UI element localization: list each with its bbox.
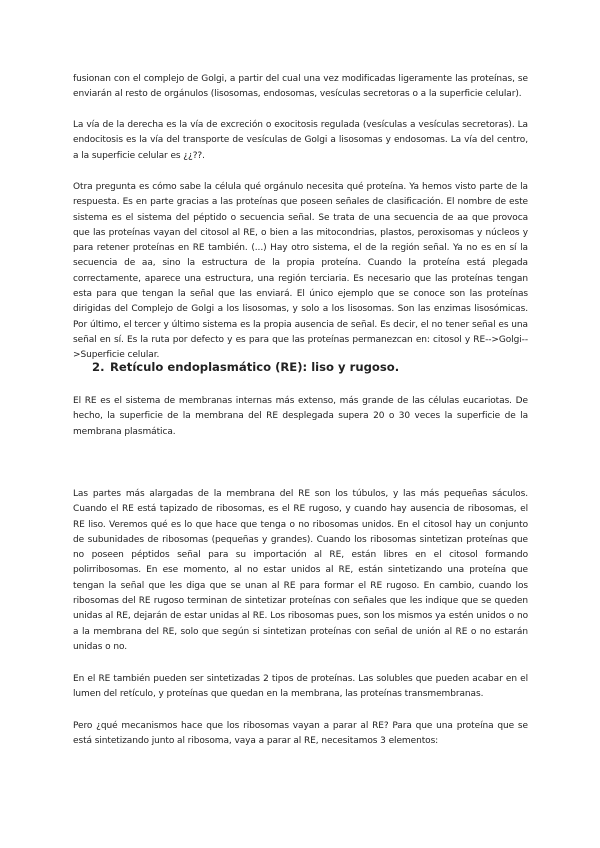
section-heading <box>92 360 399 374</box>
paragraph-signal-systems: Otra pregunta es cómo sabe la célula qué orgánulo necesita qué proteína. Ya hemos visto parte de la respuesta. Es en parte gracias a las proteínas que poseen señales de clasificación. El nombre de este sistema es el sistema del péptido o secuencia señal. Se trata de una secuencia de aa que provoca que las proteínas vayan del citosol al RE, o bien a las mitocondrias, plastos, peroxisomas y núcleos y para retener proteínas en RE también. (...) Hay otro sistema, el de la región señal. Ya no es en sí la secuencia de aa, sino la estructura de la propia proteína. Cuando la proteína está plegada correctamente, aparece una estructura, una región terciaria. Es necesario que las proteínas tengan esta para que tengan la señal que las enviará. El único ejemplo que se conoce son las proteínas dirigidas del Complejo de Golgi a los lisosomas, y solo a los lisosomas. Son las enzimas lisosómicas. Por último, el tercer y último sistema es la propia ausencia de señal. Es decir, el no tener señal es una señal en sí. Es la ruta por defecto y es para que las proteínas permanezcan en: citosol y RE-->Golgi-->Superficie celular. <box>73 182 528 361</box>
paragraph-re-structure: Las partes más alargadas de la membrana del RE son los túbulos, y las más pequeñas sáculos. Cuando el RE está tapizado de ribosomas, es el RE rugoso, y cuando hay ausencia de ribosomas, el RE liso. Veremos qué es lo que hace que tenga o no ribosomas unidos. En el citosol hay un conjunto de subunidades de ribosomas (pequeñas y grandes). Cuando los ribosomas sintetizan proteínas que no poseen péptidos señal para su importación al RE, están libres en el citosol formando polirribosomas. En ese momento, al no estar unidos al RE, están sintetizando una proteína que tengan la señal que les diga que se unan al RE para formar el RE rugoso. En cambio, cuando los ribosomas del RE rugoso terminan de sintetizar proteínas con señales que les indique que se queden unidas al RE, dejarán de estar unidas al RE. Los ribosomas pues, son los mismos ya estén unidos o no a la membrana del RE, solo que según si sintetizan proteínas con señal de unión al RE o no estarán unidas o no. <box>73 489 528 652</box>
paragraph-golgi-fusion: fusionan con el complejo de Golgi, a partir del cual una vez modificadas ligeramente las proteínas, se enviarán al resto de orgánulos (lisosomas, endosomas, vesículas secretoras o a la superficie celular). <box>73 74 528 100</box>
section-number: 2. <box>92 360 105 374</box>
paragraph-re-proteins: En el RE también pueden ser sintetizadas 2 tipos de proteínas. Las solubles que pueden acabar en el lumen del retículo, y proteínas que quedan en la membrana, las proteínas transmembranas. <box>73 674 528 700</box>
paragraph-mechanisms-question: Pero ¿qué mecanismos hace que los ribosomas vayan a parar al RE? Para que una proteína que se está sintetizando junto al ribosoma, vaya a parar al RE, necesitamos 3 elementos: <box>73 721 528 747</box>
paragraph-re-definition: El RE es el sistema de membranas internas más extenso, más grande de las células eucariotas. De hecho, la superficie de la membrana del RE desplegada supera 20 o 30 veces la superficie de la membrana plasmática. <box>73 396 528 437</box>
paragraph-secretion-pathways: La vía de la derecha es la vía de excreción o exocitosis regulada (vesículas a vesículas secretoras). La endocitosis es la vía del transporte de vesículas de Golgi a lisosomas y endosomas. La vía del centro, a la superficie celular es ¿¿??. <box>73 120 528 161</box>
section-title: Retículo endoplasmático (RE): liso y rugoso. <box>110 360 400 374</box>
